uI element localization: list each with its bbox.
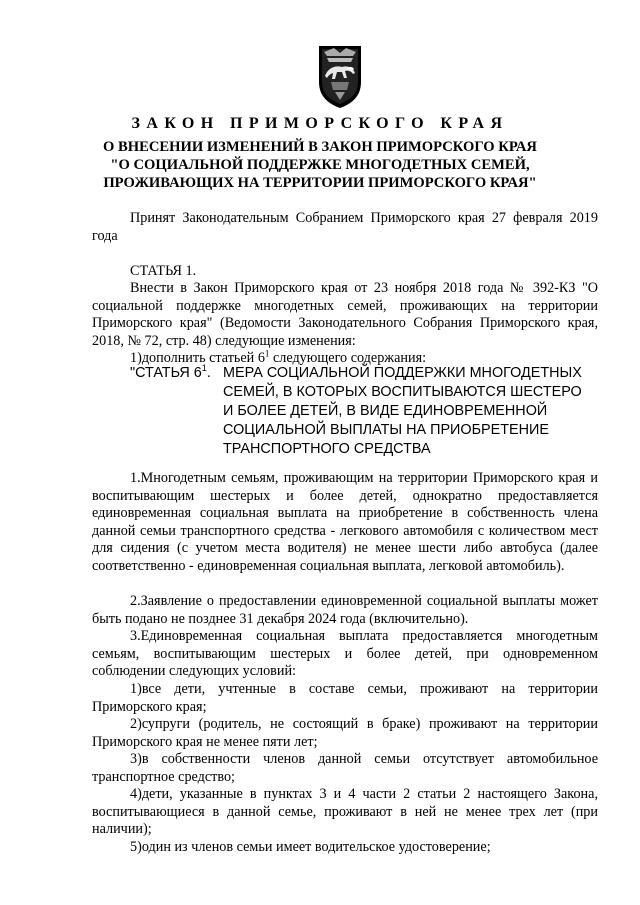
law-title: ЗАКОН ПРИМОРСКОГО КРАЯ	[131, 115, 509, 132]
subtitle-line: "О СОЦИАЛЬНОЙ ПОДДЕРЖКЕ МНОГОДЕТНЫХ СЕМЕЙ,	[110, 157, 530, 173]
coat-of-arms-icon	[313, 44, 367, 110]
new-article-title: МЕРА СОЦИАЛЬНОЙ ПОДДЕРЖКИ МНОГОДЕТНЫХ СЕМЕЙ, В КОТОРЫХ ВОСПИТЫВАЮТСЯ ШЕСТЕРО И БОЛЕЕ ДЕТЕЙ, В ВИДЕ ЕДИНОВРЕМЕННОЙ СОЦИАЛЬНОЙ ВЫПЛАТЫ НА ПРИОБРЕТЕНИЕ ТРАНСПОРТНОГО СРЕДСТВА	[223, 365, 582, 457]
item-1-text-tail: следующего содержания:	[269, 350, 427, 366]
article-1-heading: СТАТЬЯ 1.	[130, 263, 197, 279]
law-subtitle	[60, 138, 580, 192]
adoption-note: Принят Законодательным Собранием Приморского края 27 февраля 2019 года	[92, 210, 598, 244]
condition-1: 1)все дети, учтенные в составе семьи, проживают на территории Приморского края;	[92, 681, 598, 715]
new-article-label-dot: .	[206, 365, 211, 381]
new-article-label	[130, 364, 211, 383]
item-1-superscript: 1	[264, 348, 270, 359]
condition-4: 4)дети, указанные в пунктах 3 и 4 части 2 статьи 2 настоящего Закона, воспитывающиеся в данной семье, проживают в ней не менее трех лет (при наличии);	[92, 786, 598, 838]
condition-2: 2)супруги (родитель, не состоящий в браке) проживают на территории Приморского края не менее пяти лет;	[92, 716, 598, 750]
new-article-label-text: "СТАТЬЯ 6	[130, 365, 202, 381]
subtitle-line: ПРОЖИВАЮЩИХ НА ТЕРРИТОРИИ ПРИМОРСКОГО КРАЯ"	[103, 175, 537, 191]
subtitle-line: О ВНЕСЕНИИ ИЗМЕНЕНИЙ В ЗАКОН ПРИМОРСКОГО КРАЯ	[103, 139, 537, 155]
paragraph-3: 3.Единовременная социальная выплата предоставляется многодетным семьям, воспитывающим шестерых и более детей, при одновременном соблюдении следующих условий:	[92, 628, 598, 680]
condition-3: 3)в собственности членов данной семьи отсутствует автомобильное транспортное средство;	[92, 751, 598, 785]
paragraph-1: 1.Многодетным семьям, проживающим на территории Приморского края и воспитывающим шестерых и более детей, однократно предоставляется единовременная социальная выплата на приобретение в собственность члена данной семьи транспортного средства - легкового автомобиля с количеством мест для сидения (с учетом места водителя) не менее шести либо автобуса (далее соответственно - единовременная социальная выплата, легковой автомобиль).	[92, 470, 598, 574]
new-article-superscript: 1	[201, 363, 207, 374]
article-1-intro: Внести в Закон Приморского края от 23 ноября 2018 года № 392-КЗ "О социальной поддержке многодетных семей, проживающих на территории Приморского края" (Ведомости Законодательного Собрания Приморского края, 2018, № 72, стр. 48) следующие изменения:	[92, 280, 598, 349]
paragraph-2: 2.Заявление о предоставлении единовременной социальной выплаты может быть подано не позднее 31 декабря 2024 года (включительно).	[92, 593, 598, 627]
item-1-text: 1)дополнить статьей 6	[130, 350, 265, 366]
condition-5: 5)один из членов семьи имеет водительское удостоверение;	[130, 839, 491, 855]
